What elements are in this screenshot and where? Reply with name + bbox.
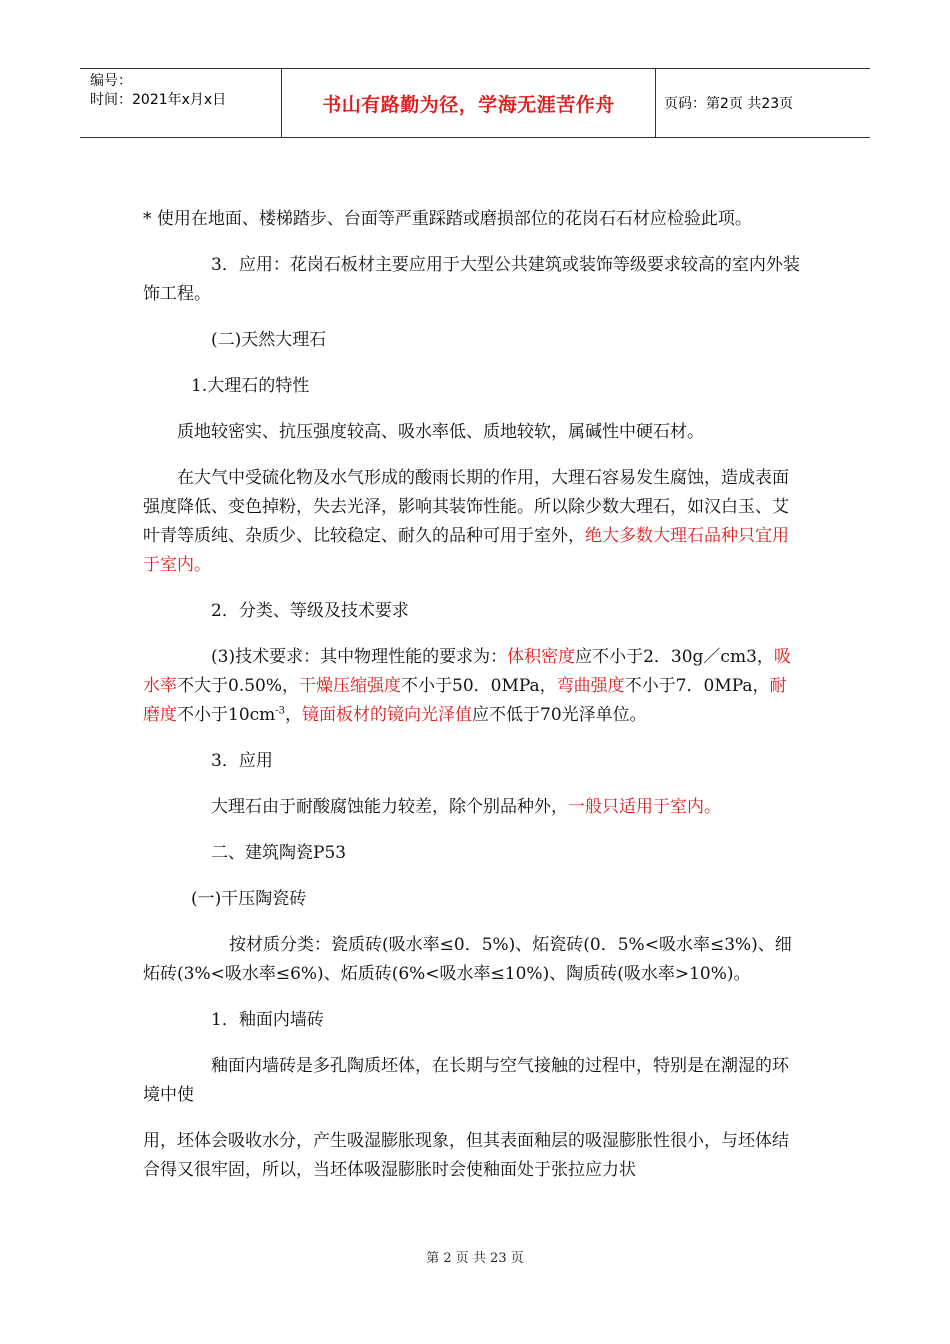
doc-number-label: 编号： xyxy=(90,73,132,89)
highlight-compressive-strength: 干燥压缩强度 xyxy=(299,676,402,696)
page-header xyxy=(80,68,870,138)
highlight-indoor-only: 一般只适用于室内。 xyxy=(568,797,721,817)
header-motto: 书山有路勤为径，学海无涯苦作舟 xyxy=(282,69,656,137)
paragraph-technical-requirements: (3)技术要求：其中物理性能的要求为：体积密度应不小于2．30g／cm3，吸水率不大于0.50%，干燥压缩强度不小于50．0MPa，弯曲强度不小于7．0MPa，耐磨度不小于$10cm^{-3}$，镜面板材的镜向光泽值应不低于70光泽单位。 xyxy=(143,647,791,725)
heading-classification: 2．分类、等级及技术要求 xyxy=(211,601,409,621)
page-footer: 第 2 页 共 23 页 xyxy=(426,1251,524,1266)
highlight-density: 体积密度 xyxy=(507,647,576,667)
paragraph-granite-application: 3．应用：花岗石板材主要应用于大型公共建筑或装饰等级要求较高的室内外装饰工程。 xyxy=(143,255,800,304)
highlight-bending-strength: 弯曲强度 xyxy=(556,676,625,696)
paragraph-marble-texture: 质地较密实、抗压强度较高、吸水率低、质地较软，属碱性中硬石材。 xyxy=(177,422,704,442)
highlight-indoor-use: 绝大多数大理石品种只宜用于室内。 xyxy=(143,526,789,575)
header-page-info: 页码：第2页 共23页 xyxy=(664,96,794,112)
heading-marble-properties: 1.大理石的特性 xyxy=(191,376,310,396)
paragraph-marble-application: 大理石由于耐酸腐蚀能力较差，除个别品种外，一般只适用于室内。 xyxy=(211,797,721,817)
heading-glazed-wall-tile: 1．釉面内墙砖 xyxy=(211,1010,324,1030)
paragraph-tile-classification: 按材质分类：瓷质砖(吸水率≤0．5%)、炻瓷砖(0．5%<吸水率≤3%)、细炻砖(3%<吸水率≤6%)、炻质砖(6%<吸水率≤10%)、陶质砖(吸水率>10%)。 xyxy=(143,935,792,984)
paragraph-glazed-tile-body: 釉面内墙砖是多孔陶质坯体，在长期与空气接触的过程中，特别是在潮湿的环境中使 xyxy=(143,1056,789,1105)
heading-application: 3．应用 xyxy=(211,751,273,771)
heading-marble: (二)天然大理石 xyxy=(211,330,327,350)
highlight-gloss: 镜面板材的镜向光泽值 xyxy=(302,705,473,725)
paragraph-moisture-expansion: 用，坯体会吸收水分，产生吸湿膨胀现象，但其表面釉层的吸湿膨胀性很小，与坯体结合得又很牢固，所以，当坯体吸湿膨胀时会使釉面处于张拉应力状 xyxy=(143,1131,789,1180)
document-body xyxy=(143,205,803,1185)
highlight-absorption: 吸水率 xyxy=(143,647,791,696)
paragraph-granite-test: * 使用在地面、楼梯踏步、台面等严重踩踏或磨损部位的花岗石石材应检验此项。 xyxy=(143,209,752,229)
paragraph-marble-corrosion: 在大气中受硫化物及水气形成的酸雨长期的作用，大理石容易发生腐蚀，造成表面强度降低、变色掉粉，失去光泽，影响其装饰性能。所以除少数大理石，如汉白玉、艾叶青等质纯、杂质少、比较稳定、耐久的品种可用于室外，绝大多数大理石品种只宜用于室内。 xyxy=(143,468,789,575)
doc-date-label: 时间：2021年x月x日 xyxy=(90,92,227,108)
header-meta xyxy=(80,69,282,137)
highlight-wear-resistance: 耐磨度 xyxy=(143,676,787,725)
heading-ceramics: 二、建筑陶瓷P53 xyxy=(211,843,347,863)
heading-dry-pressed-tiles: (一)干压陶瓷砖 xyxy=(191,889,307,909)
